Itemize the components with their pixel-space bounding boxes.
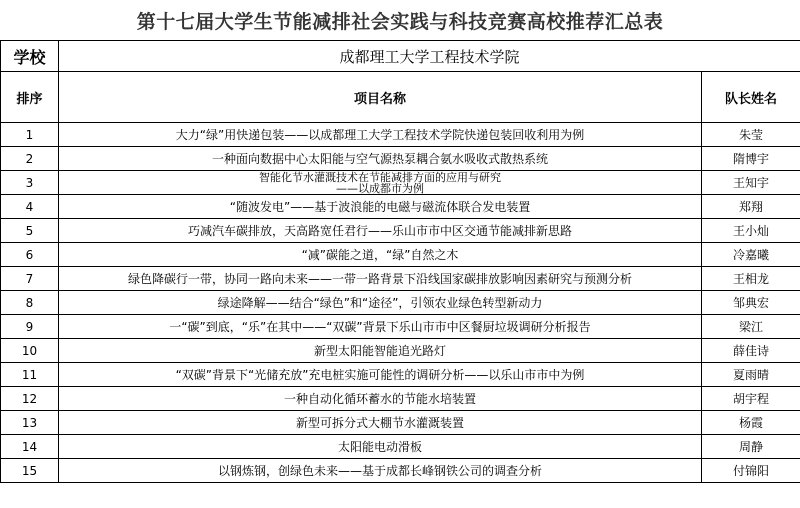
leader-name: 王知宇	[702, 171, 800, 195]
project-name: “减”碳能之道，“绿”自然之木	[59, 243, 702, 267]
leader-name: 朱莹	[702, 123, 800, 147]
header-leader: 队长姓名	[702, 72, 800, 123]
table-row	[1, 171, 800, 195]
table-row	[1, 411, 800, 435]
row-index: 11	[1, 363, 59, 387]
school-label: 学校	[1, 41, 59, 72]
table-row	[1, 363, 800, 387]
project-name: 大力“绿”用快递包装——以成都理工大学工程技术学院快递包装回收利用为例	[59, 123, 702, 147]
project-name: 绿色降碳行一带，协同一路向未来——一带一路背景下沿线国家碳排放影响因素研究与预测分析	[59, 267, 702, 291]
project-name: 新型可拆分式大棚节水灌溉装置	[59, 411, 702, 435]
leader-name: 胡宇程	[702, 387, 800, 411]
project-name: 新型太阳能智能追光路灯	[59, 339, 702, 363]
leader-name: 郑翔	[702, 195, 800, 219]
project-name: 以钢炼钢，创绿色未来——基于成都长峰钢铁公司的调查分析	[59, 459, 702, 483]
row-index: 1	[1, 123, 59, 147]
table-row	[1, 267, 800, 291]
leader-name: 付锦阳	[702, 459, 800, 483]
table-header-row	[1, 72, 800, 123]
leader-name: 冷嘉曦	[702, 243, 800, 267]
row-index: 8	[1, 291, 59, 315]
row-index: 4	[1, 195, 59, 219]
project-name-line1: 智能化节水灌溉技术在节能减排方面的应用与研究	[259, 170, 501, 184]
school-row	[1, 41, 800, 72]
row-index: 2	[1, 147, 59, 171]
project-name: 巧减汽车碳排放，天高路宽任君行——乐山市市中区交通节能减排新思路	[59, 219, 702, 243]
project-name: 一“碳”到底，“乐”在其中——“双碳”背景下乐山市市中区餐厨垃圾调研分析报告	[59, 315, 702, 339]
leader-name: 夏雨晴	[702, 363, 800, 387]
leader-name: 梁江	[702, 315, 800, 339]
table-row	[1, 291, 800, 315]
row-index: 14	[1, 435, 59, 459]
row-index: 12	[1, 387, 59, 411]
table-row	[1, 315, 800, 339]
row-index: 10	[1, 339, 59, 363]
row-index: 9	[1, 315, 59, 339]
table-row	[1, 123, 800, 147]
project-name: 一种自动化循环蓄水的节能水培装置	[59, 387, 702, 411]
header-project-name: 项目名称	[59, 72, 702, 123]
row-index: 5	[1, 219, 59, 243]
recommendation-table	[0, 40, 800, 483]
page-title: 第十七届大学生节能减排社会实践与科技竞赛高校推荐汇总表	[136, 10, 664, 33]
row-index: 13	[1, 411, 59, 435]
row-index: 15	[1, 459, 59, 483]
project-name: 太阳能电动滑板	[59, 435, 702, 459]
project-name	[59, 171, 702, 195]
table-row	[1, 195, 800, 219]
leader-name: 周静	[702, 435, 800, 459]
table-row	[1, 387, 800, 411]
row-index: 3	[1, 171, 59, 195]
table-row	[1, 243, 800, 267]
table-row	[1, 435, 800, 459]
leader-name: 隋博宇	[702, 147, 800, 171]
table-row	[1, 459, 800, 483]
table-row	[1, 147, 800, 171]
leader-name: 王相龙	[702, 267, 800, 291]
leader-name: 邹典宏	[702, 291, 800, 315]
school-name: 成都理工大学工程技术学院	[59, 41, 800, 72]
leader-name: 王小灿	[702, 219, 800, 243]
project-name: 绿途降解——结合“绿色”和“途径”，引领农业绿色转型新动力	[59, 291, 702, 315]
project-name: “随波发电”——基于波浪能的电磁与磁流体联合发电装置	[59, 195, 702, 219]
project-name: “双碳”背景下“光储充放”充电桩实施可能性的调研分析——以乐山市市中为例	[59, 363, 702, 387]
leader-name: 薛佳诗	[702, 339, 800, 363]
row-index: 6	[1, 243, 59, 267]
project-name-line2: ——以成都市为例	[336, 181, 424, 195]
header-index: 排序	[1, 72, 59, 123]
row-index: 7	[1, 267, 59, 291]
leader-name: 杨霞	[702, 411, 800, 435]
project-name: 一种面向数据中心太阳能与空气源热泵耦合氨水吸收式散热系统	[59, 147, 702, 171]
table-row	[1, 219, 800, 243]
table-row	[1, 339, 800, 363]
